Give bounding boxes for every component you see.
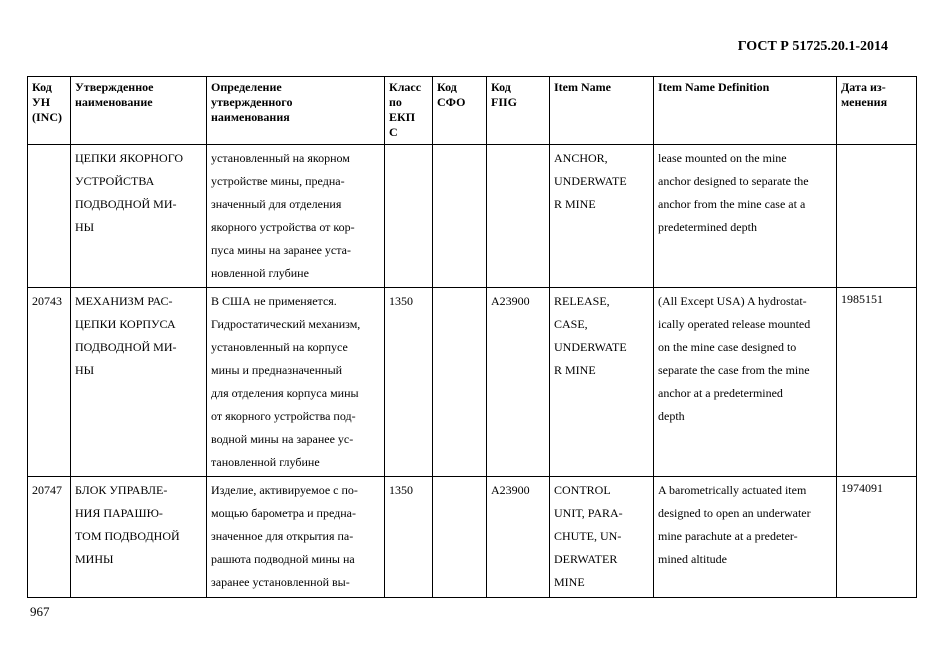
cell-approved-name: ЦЕПКИ ЯКОРНОГО УСТРОЙСТВА ПОДВОДНОЙ МИ- НЫ [71, 145, 207, 288]
cell-change-date [837, 145, 917, 288]
cell-sfo [433, 477, 487, 598]
cell-fiig [487, 145, 550, 288]
table-row [28, 477, 917, 598]
cell-sfo [433, 288, 487, 477]
col-header-approved-name: Утвержденное наименование [71, 77, 207, 145]
catalog-table [27, 76, 917, 598]
cell-item-name: CONTROL UNIT, PARA- CHUTE, UN- DERWATER MINE [550, 477, 654, 598]
cell-class: 1350 [385, 288, 433, 477]
cell-sfo [433, 145, 487, 288]
cell-fiig: A23900 [487, 288, 550, 477]
cell-item-name: RELEASE, CASE, UNDERWATE R MINE [550, 288, 654, 477]
cell-class: 1350 [385, 477, 433, 598]
cell-fiig: A23900 [487, 477, 550, 598]
cell-inc: 20747 [28, 477, 71, 598]
col-header-item-name: Item Name [550, 77, 654, 145]
cell-inc [28, 145, 71, 288]
cell-definition: установленный на якорном устройстве мины, предна- значенный для отделения якорного устройства от кор- пуса мины на заранее уста- новленной глубине [207, 145, 385, 288]
cell-change-date: 1974091 [837, 477, 917, 598]
document-standard-number: ГОСТ Р 51725.20.1-2014 [737, 39, 888, 54]
col-header-inc: Код УН (INC) [28, 77, 71, 145]
page-number: 967 [30, 604, 50, 619]
cell-item-definition: A barometrically actuated item designed to open an underwater mine parachute at a predeter- mined altitude [654, 477, 837, 598]
col-header-sfo: Код СФО [433, 77, 487, 145]
col-header-item-definition: Item Name Definition [654, 77, 837, 145]
cell-definition: Изделие, активируемое с по- мощью барометра и предна- значенное для открытия па- рашюта подводной мины на заранее установленной вы- [207, 477, 385, 598]
cell-class [385, 145, 433, 288]
table-row [28, 288, 917, 477]
cell-approved-name: БЛОК УПРАВЛЕ- НИЯ ПАРАШЮ- ТОМ ПОДВОДНОЙ МИНЫ [71, 477, 207, 598]
cell-definition: В США не применяется. Гидростатический механизм, установленный на корпусе мины и предназначенный для отделения корпуса мины от якорного устройства под- водной мины на заранее ус- тановленной глубине [207, 288, 385, 477]
col-header-definition: Определение утвержденного наименования [207, 77, 385, 145]
cell-item-definition: lease mounted on the mine anchor designed to separate the anchor from the mine case at a predetermined depth [654, 145, 837, 288]
cell-approved-name: МЕХАНИЗМ РАС- ЦЕПКИ КОРПУСА ПОДВОДНОЙ МИ- НЫ [71, 288, 207, 477]
col-header-change-date: Дата из- менения [837, 77, 917, 145]
table-header-row [28, 77, 917, 145]
col-header-class: Класс по ЕКП С [385, 77, 433, 145]
cell-inc: 20743 [28, 288, 71, 477]
cell-change-date: 1985151 [837, 288, 917, 477]
table-row [28, 145, 917, 288]
cell-item-name: ANCHOR, UNDERWATE R MINE [550, 145, 654, 288]
cell-item-definition: (All Except USA) A hydrostat- ically operated release mounted on the mine case designed to separate the case from the mine anchor at a predetermined depth [654, 288, 837, 477]
col-header-fiig: Код FIIG [487, 77, 550, 145]
